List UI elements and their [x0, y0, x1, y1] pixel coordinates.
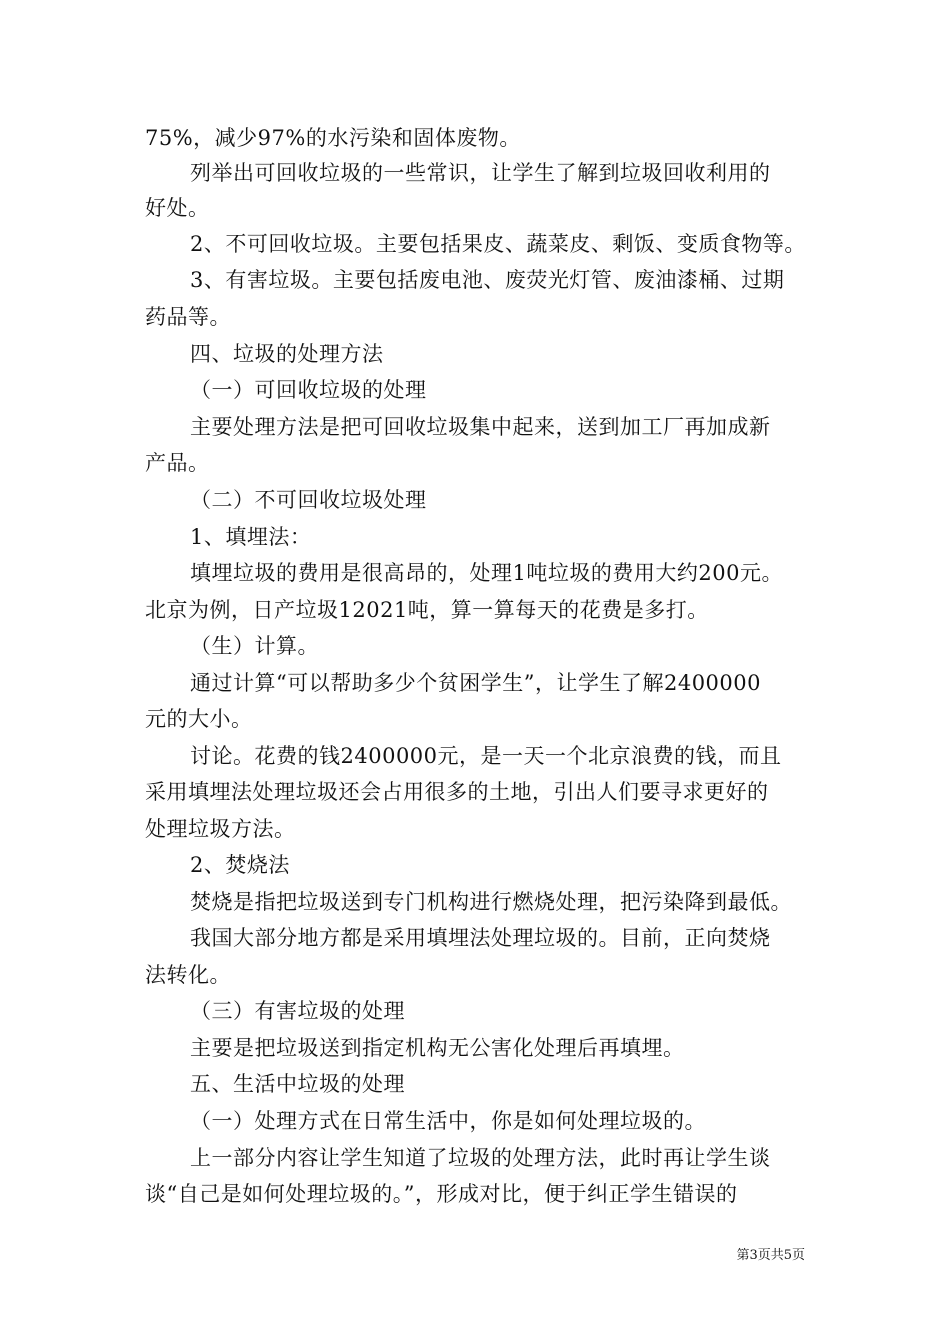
text-line: 谈“自己是如何处理垃圾的。”，形成对比，便于纠正学生错误的 [145, 1182, 738, 1206]
text-line: 采用填埋法处理垃圾还会占用很多的土地，引出人们要寻求更好的 [145, 780, 769, 804]
text-line: 主要处理方法是把可回收垃圾集中起来，送到加工厂再加成新 [190, 415, 771, 439]
text-line: 上一部分内容让学生知道了垃圾的处理方法，此时再让学生谈 [190, 1146, 771, 1170]
text-line: 主要是把垃圾送到指定机构无公害化处理后再填埋。 [190, 1036, 685, 1060]
text-line: （一）处理方式在日常生活中，你是如何处理垃圾的。 [190, 1109, 706, 1133]
subsection-heading: （一）可回收垃圾的处理 [190, 378, 427, 402]
text-line: 焚烧是指把垃圾送到专门机构进行燃烧处理，把污染降到最低。 [190, 890, 792, 914]
text-line: 法转化。 [145, 963, 231, 987]
text-line: 北京为例，日产垃圾12021吨，算一算每天的花费是多打。 [145, 598, 709, 622]
text-line: 药品等。 [145, 305, 231, 329]
text-line: （生）计算。 [190, 634, 319, 658]
text-line: 产品。 [145, 451, 210, 475]
text-line: 1、填埋法： [190, 525, 312, 549]
text-line: 元的大小。 [145, 707, 253, 731]
text-line: 填埋垃圾的费用是很高昂的，处理1吨垃圾的费用大约200元。 [190, 561, 783, 585]
text-line: 2、焚烧法 [190, 853, 290, 877]
subsection-heading: （三）有害垃圾的处理 [190, 999, 405, 1023]
text-line: 我国大部分地方都是采用填埋法处理垃圾的。目前，正向焚烧 [190, 926, 771, 950]
text-line: 列举出可回收垃圾的一些常识，让学生了解到垃圾回收利用的 [190, 161, 771, 185]
text-line: 处理垃圾方法。 [145, 817, 296, 841]
text-line: 通过计算“可以帮助多少个贫困学生”，让学生了解2400000 [190, 671, 761, 695]
text-line: 好处。 [145, 196, 210, 220]
text-line: 3、有害垃圾。主要包括废电池、废荧光灯管、废油漆桶、过期 [190, 268, 785, 292]
text-line: 讨论。花费的钱2400000元，是一天一个北京浪费的钱，而且 [190, 744, 782, 768]
page-number-footer: 第3页共5页 [736, 1248, 805, 1263]
subsection-heading: （二）不可回收垃圾处理 [190, 488, 427, 512]
text-line: 75%，减少97%的水污染和固体废物。 [145, 126, 521, 150]
section-heading: 四、垃圾的处理方法 [190, 342, 384, 366]
section-heading: 五、生活中垃圾的处理 [190, 1072, 405, 1096]
text-line: 2、不可回收垃圾。主要包括果皮、蔬菜皮、剩饭、变质食物等。 [190, 232, 806, 256]
